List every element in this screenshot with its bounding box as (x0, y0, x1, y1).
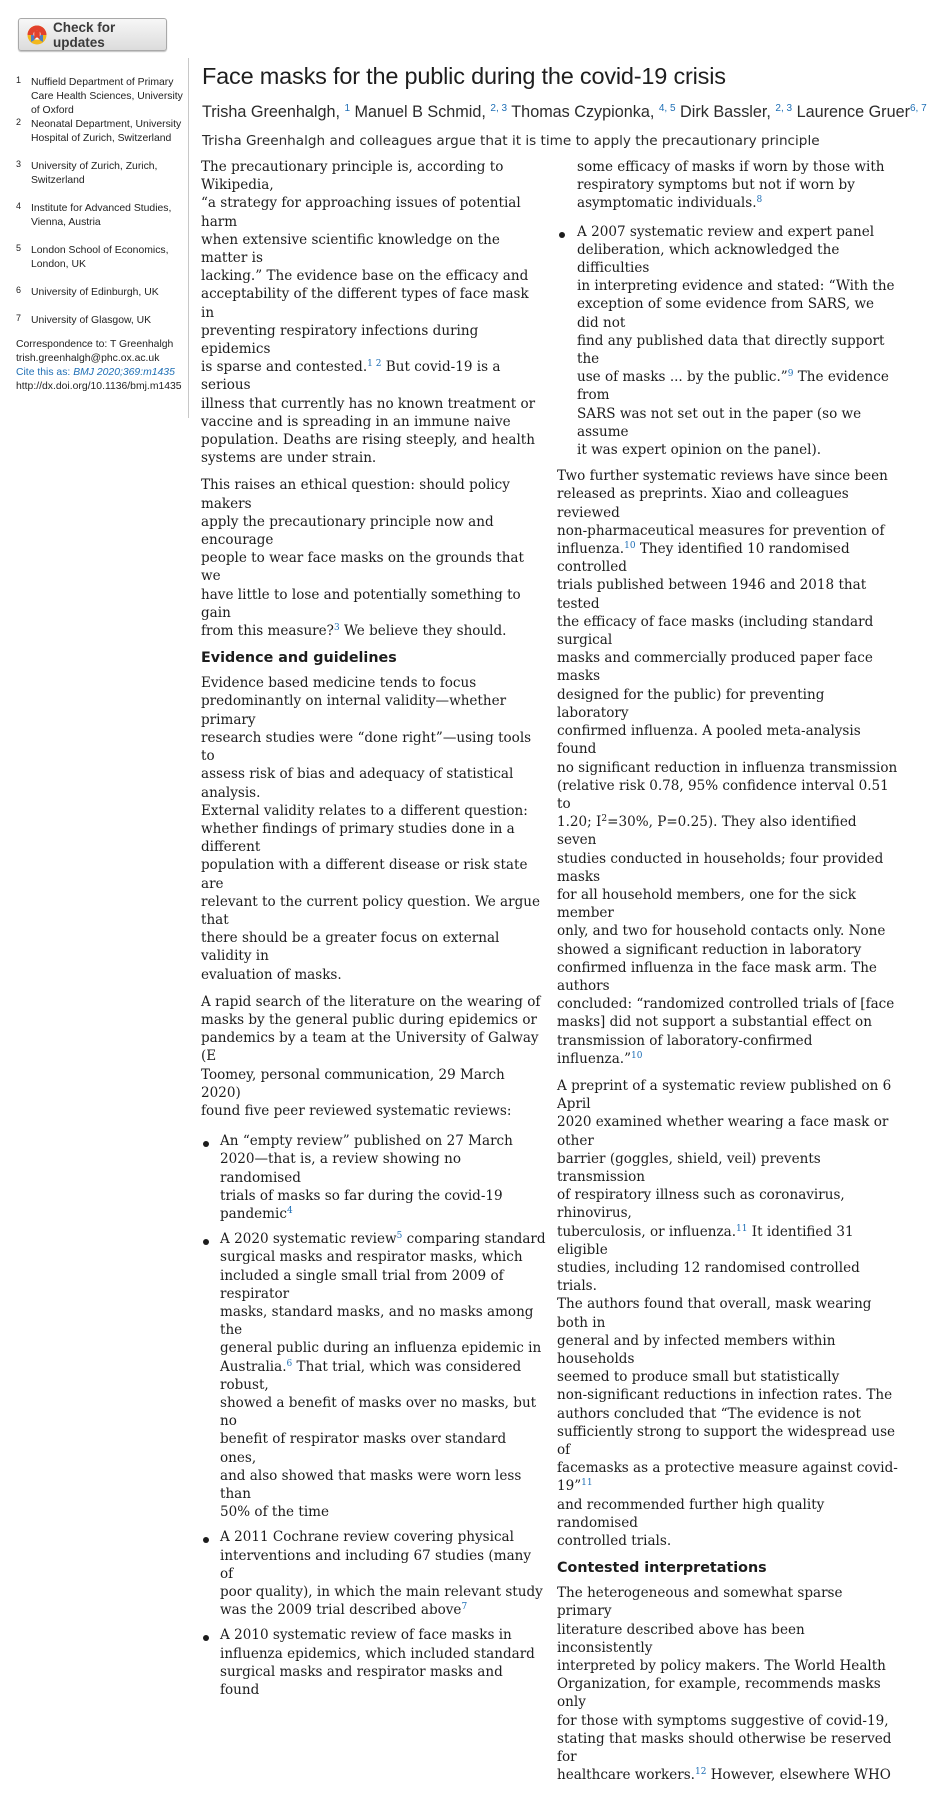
correspondence-block (16, 338, 188, 394)
text-run: A 2007 systematic review and expert panel deliberation, which acknowledged the difficulties in interpreting evidence and stated: “With the exception of some evidence from SARS, we did not find any published data that directly support the use of masks ... by the public.” (577, 223, 895, 386)
citation-ref[interactable]: 10 (624, 541, 636, 552)
author-affiliation-ref[interactable]: 2, 3 (775, 103, 793, 114)
author-name: Thomas Czypionka, (511, 103, 655, 121)
left-column (201, 158, 546, 1706)
text-run: A 2020 systematic review (220, 1231, 397, 1248)
affiliation-text: Neonatal Department, University Hospital of Zurich, Switzerland (31, 119, 182, 144)
text-run: some efficacy of masks if worn by those with respiratory symptoms but not if worn by asymptomatic individuals. (577, 159, 885, 212)
list-item (201, 1132, 546, 1223)
citation-ref[interactable]: 8 (756, 195, 763, 206)
cite-label: Cite this as: (16, 367, 71, 378)
author-affiliation-ref[interactable]: 4, 5 (658, 103, 676, 114)
text-run: Two further systematic reviews have since been released as preprints. Xiao and colleagues reviewed non-pharmaceutical measures for prevention of influenza. (557, 468, 888, 558)
list-item (557, 223, 899, 460)
author-list (202, 103, 927, 122)
standfirst: Trisha Greenhalgh and colleagues argue that it is time to apply the precautionary principle (202, 133, 820, 149)
affiliation-number: 4 (16, 201, 22, 211)
text-run: The evidence from SARS was not set out in the paper (so we assume it was expert opinion on the panel). (577, 369, 889, 459)
author-name: Laurence Gruer (796, 103, 910, 121)
affiliation-4 (16, 202, 188, 230)
check-for-updates-button[interactable] (18, 18, 167, 51)
list-item-continued (557, 158, 899, 213)
citation-ref[interactable]: 1 2 (367, 359, 382, 370)
list-item (201, 1626, 546, 1699)
right-column (557, 158, 899, 1793)
sidebar-divider (188, 58, 189, 418)
text-run: A 2010 systematic review of face masks in influenza epidemics, which included standard surgical masks and respirator masks and found (220, 1627, 535, 1699)
list-item (201, 1528, 546, 1619)
paragraph (557, 1077, 899, 1550)
text-run: and recommended further high quality randomised controlled trials. (557, 1496, 825, 1550)
affiliation-5 (16, 244, 188, 272)
citation-ref[interactable]: 10 (631, 1050, 643, 1061)
citation-ref[interactable]: 3 (333, 623, 340, 634)
text-run: This raises an ethical question: should policy makers apply the precautionary principle now and encourage people to wear face masks on the grounds that we have little to lose and potentially something to gain from this measure? (201, 477, 524, 640)
correspondence-email[interactable]: trish.greenhalgh@phc.ox.ac.uk (16, 353, 160, 364)
text-run: An “empty review” published on 27 March 2020—that is, a review showing no randomised trials of masks so far during the covid-19 pandemic (220, 1133, 513, 1222)
affiliation-number: 1 (16, 75, 22, 85)
affiliation-text: University of Glasgow, UK (31, 315, 152, 326)
cite-line (16, 366, 188, 380)
cite-value[interactable]: BMJ 2020;369:m1435 (73, 367, 175, 378)
check-for-updates-label: Check for updates (53, 19, 116, 50)
list-item (201, 1230, 546, 1521)
text-run: It identified 31 eligible studies, including 12 randomised controlled trials. The authors found that overall, mask wearing both in general and by infected members within households seemed to produce small but statistically non-significant reductions in infection rates. The authors concluded that “The evidence is not sufficiently strong to support the widespread use of facemasks as a protective measure against covid-19” (557, 1223, 898, 1495)
citation-ref[interactable]: 7 (461, 1602, 468, 1613)
review-list-continued (557, 158, 899, 459)
text-run: The heterogeneous and somewhat sparse primary literature described above has been inconsistently interpreted by policy makers. The World Health Organization, for example, recommends masks only for those with symptoms suggestive of covid-19, stating that masks should otherwise be reserved for healthcare workers. (557, 1585, 892, 1784)
correspondence-label: Correspondence to: T Greenhalgh (16, 339, 174, 350)
affiliation-number: 6 (16, 285, 22, 295)
affiliation-text: Nuffield Department of Primary Care Health Sciences, University of Oxford (31, 77, 183, 116)
citation-ref[interactable]: 4 (286, 1205, 293, 1216)
text-run: They identified 10 randomised controlled trials published between 1946 and 2018 that tested the efficacy of face masks (including standard surgical masks and commercially produced paper face masks designed for the public) for preventing laboratory confirmed influenza. A pooled meta-analysis found no significant reduction in influenza transmission (relative risk 0.78, 95% confidence interval 0.51 to 1.20; I (557, 541, 898, 831)
author-affiliation-ref[interactable]: 6, 7 (909, 103, 927, 114)
author-name: Trisha Greenhalgh, (202, 103, 340, 121)
affiliation-number: 2 (16, 117, 22, 127)
citation-ref[interactable]: 9 (787, 369, 794, 380)
affiliation-6 (16, 286, 188, 300)
text-run: comparing standard surgical masks and respirator masks, which included a single small trial from 2009 of respirator masks, standard masks, and no masks among the general public during an influenza epidemic in Australia. (220, 1231, 546, 1375)
text-run: A preprint of a systematic review published on 6 April 2020 examined whether wearing a face mask or other barrier (goggles, shield, veil) prevents transmission of respiratory illness such as coronavirus, rhinovirus, tuberculosis, or influenza. (557, 1077, 892, 1240)
text-run: But covid-19 is a serious illness that currently has no known treatment or vaccine and is spreading in an immune naive population. Deaths are rising steeply, and health systems are under strain. (201, 359, 536, 467)
text-run: The precautionary principle is, according to Wikipedia, “a strategy for approaching issues of potential harm when extensive scientific knowledge on the matter is lacking.” The evidence base on the efficacy and acceptability of the different types of face mask in preventing respiratory infections during epidemics is sparse and contested. (201, 159, 529, 376)
citation-ref[interactable]: 11 (736, 1223, 748, 1234)
author-affiliation-ref[interactable]: 2, 3 (490, 103, 508, 114)
citation-ref[interactable]: 11 (581, 1478, 593, 1489)
paragraph (557, 467, 899, 1068)
paragraph (557, 1584, 899, 1784)
paragraph (201, 476, 546, 640)
paragraph: Evidence based medicine tends to focus predominantly on internal validity—whether primary research studies were “done right”—using tools to assess risk of bias and adequacy of statistical analysis. External validity relates to a different question: whether findings of primary studies done in a different population with a different disease or risk state are relevant to the current policy question. We argue that there should be a greater focus on external validity in evaluation of masks. (201, 675, 540, 983)
citation-ref[interactable]: 6 (286, 1358, 293, 1369)
text-run: =30%, P=0.25). They also identified seven studies conducted in households; four provided masks for all household members, one for the sick member only, and two for household contacts only. None showed a significant reduction in laboratory confirmed influenza in the face mask arm. The authors concluded: “randomized controlled trials of [face masks] did not support a substantial effect on transmission of laboratory-confirmed influenza.” (557, 814, 895, 1067)
affiliation-text: University of Edinburgh, UK (31, 287, 159, 298)
author-affiliation-ref[interactable]: 1 (344, 103, 351, 114)
author-name: Dirk Bassler, (680, 103, 771, 121)
citation-ref[interactable]: 5 (396, 1231, 403, 1242)
superscript: 2 (601, 814, 608, 825)
affiliation-1 (16, 76, 188, 118)
affiliation-7 (16, 314, 188, 328)
affiliation-number: 7 (16, 313, 22, 323)
paragraph: A rapid search of the literature on the wearing of masks by the general public during epidemics or pandemics by a team at the University of Galway (E Toomey, personal communication, 29 March 2020) found five peer reviewed systematic reviews: (201, 993, 541, 1119)
affiliation-text: University of Zurich, Zurich, Switzerland (31, 161, 158, 186)
citation-ref[interactable]: 12 (694, 1767, 707, 1778)
text-run: However, elsewhere WHO (706, 1767, 891, 1784)
crossmark-icon (27, 25, 47, 45)
section-heading-evidence: Evidence and guidelines (201, 650, 397, 667)
text-run: We believe they should. (339, 623, 507, 640)
text-run: A 2011 Cochrane review covering physical interventions and including 67 studies (many of poor quality), in which the main relevant study was the 2009 trial described above (220, 1529, 543, 1619)
article-title: Face masks for the public during the covid-19 crisis (202, 63, 726, 89)
author-name: Manuel B Schmid, (354, 103, 486, 121)
affiliation-text: London School of Economics, London, UK (31, 245, 169, 270)
affiliation-number: 3 (16, 159, 22, 169)
paragraph (201, 158, 546, 467)
affiliation-number: 5 (16, 243, 22, 253)
section-heading-contested: Contested interpretations (557, 1560, 767, 1577)
review-list (201, 1132, 546, 1699)
doi-link[interactable]: http://dx.doi.org/10.1136/bmj.m1435 (16, 381, 182, 392)
affiliation-2 (16, 118, 188, 146)
text-run: That trial, which was considered robust, showed a benefit of masks over no masks, but no benefit of respirator masks over standard ones, and also showed that masks were worn less than 50% of the time (220, 1358, 537, 1521)
affiliation-text: Institute for Advanced Studies, Vienna, Austria (31, 203, 172, 228)
affiliation-3 (16, 160, 188, 188)
